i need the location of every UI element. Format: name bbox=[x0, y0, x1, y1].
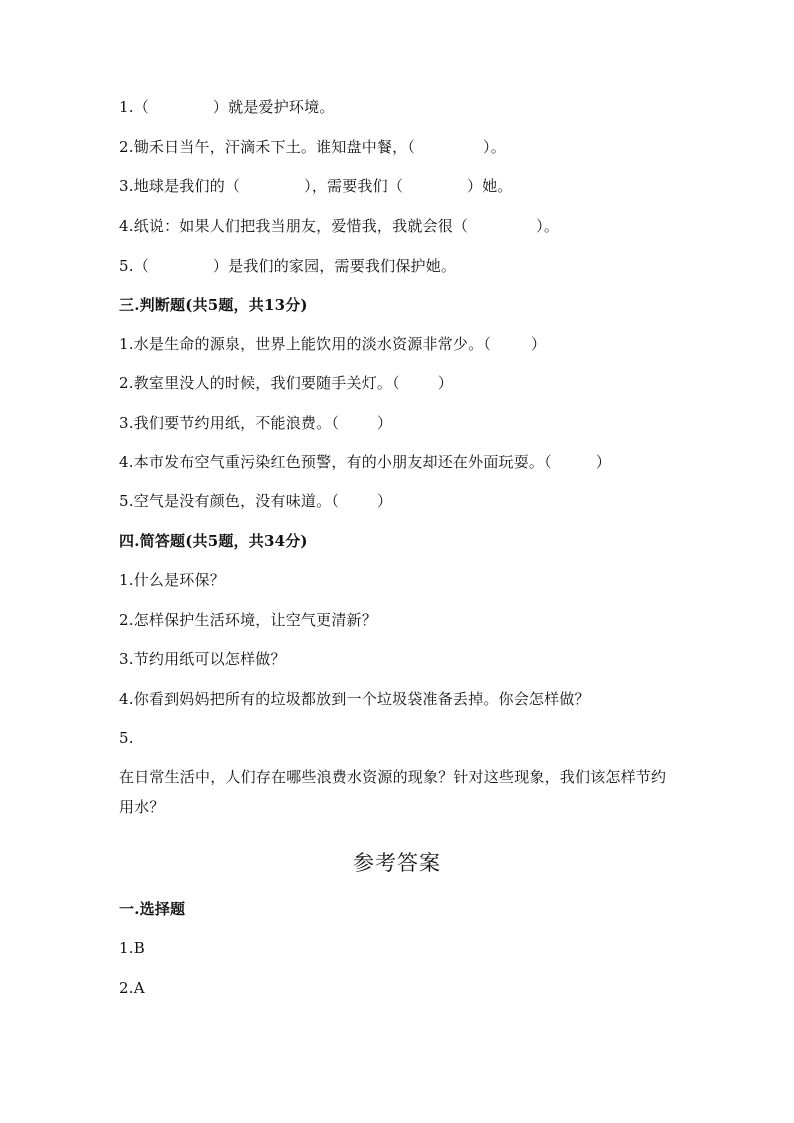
fill-question-1 bbox=[119, 97, 335, 117]
answer-1: 1.B bbox=[119, 939, 145, 957]
short-answer-question-5-number: 5. bbox=[119, 729, 134, 747]
question-number: 5. bbox=[119, 257, 134, 275]
judgement-question-3 bbox=[119, 413, 392, 433]
question-text: 5.空气是没有颜色，没有味道。（ bbox=[119, 492, 340, 510]
judgement-question-4 bbox=[119, 452, 611, 472]
question-text: 4.本市发布空气重污染红色预警，有的小朋友却还在外面玩耍。（ bbox=[119, 453, 552, 471]
section-heading-short-answer: 四.简答题(共5题，共34分) bbox=[119, 532, 308, 550]
answers-section-heading: 一.选择题 bbox=[119, 900, 186, 918]
question-text: 1.水是生命的源泉，世界上能饮用的淡水资源非常少。（ bbox=[119, 335, 492, 353]
fill-question-5 bbox=[119, 256, 456, 276]
question-text: ）就是爱护环境。 bbox=[212, 98, 335, 116]
question-text-end: ）她。 bbox=[467, 177, 513, 195]
short-answer-question-4: 4.你看到妈妈把所有的垃圾都放到一个垃圾袋准备丢掉。你会怎样做？ bbox=[119, 690, 590, 708]
judgement-question-1 bbox=[119, 334, 546, 354]
question-number: 1. bbox=[119, 98, 134, 116]
fill-question-3 bbox=[119, 176, 513, 196]
close-paren: ） bbox=[595, 453, 612, 471]
short-answer-question-2: 2.怎样保护生活环境，让空气更清新？ bbox=[119, 611, 377, 629]
close-paren: ） bbox=[377, 492, 393, 510]
short-answer-question-3: 3.节约用纸可以怎样做？ bbox=[119, 650, 286, 668]
question-text: 4.纸说：如果人们把我当朋友，爱惜我，我就会很（ bbox=[119, 217, 469, 235]
fill-question-4 bbox=[119, 216, 559, 236]
question-text: 3.我们要节约用纸，不能浪费。（ bbox=[119, 414, 340, 432]
answers-title: 参考答案 bbox=[353, 851, 441, 875]
question-text: 2.教室里没人的时候，我们要随手关灯。（ bbox=[119, 374, 400, 392]
short-answer-question-1: 1.什么是环保？ bbox=[119, 571, 225, 589]
close-paren: ） bbox=[377, 414, 393, 432]
close-paren: ） bbox=[437, 374, 454, 392]
question-text: ）是我们的家园，需要我们保护她。 bbox=[212, 257, 457, 275]
close-paren: ） bbox=[531, 335, 547, 353]
question-text-end: ）。 bbox=[536, 217, 560, 235]
question-text: 2.锄禾日当午，汗滴禾下土。谁知盘中餐，（ bbox=[119, 138, 416, 156]
section-heading-judgement: 三.判断题(共5题，共13分) bbox=[119, 296, 308, 314]
open-paren: （ bbox=[133, 98, 149, 116]
short-answer-question-5-text: 在日常生活中，人们存在哪些浪费水资源的现象？针对这些现象，我们该怎样节约用水？ bbox=[119, 768, 667, 816]
question-text: 3.地球是我们的（ bbox=[119, 177, 241, 195]
question-text-end: ）。 bbox=[483, 138, 506, 156]
open-paren: （ bbox=[133, 257, 149, 275]
fill-question-2 bbox=[119, 137, 506, 157]
judgement-question-2 bbox=[119, 373, 453, 393]
judgement-question-5 bbox=[119, 491, 392, 511]
answer-2: 2.A bbox=[119, 979, 145, 997]
question-text-middle: ），需要我们（ bbox=[304, 177, 404, 195]
